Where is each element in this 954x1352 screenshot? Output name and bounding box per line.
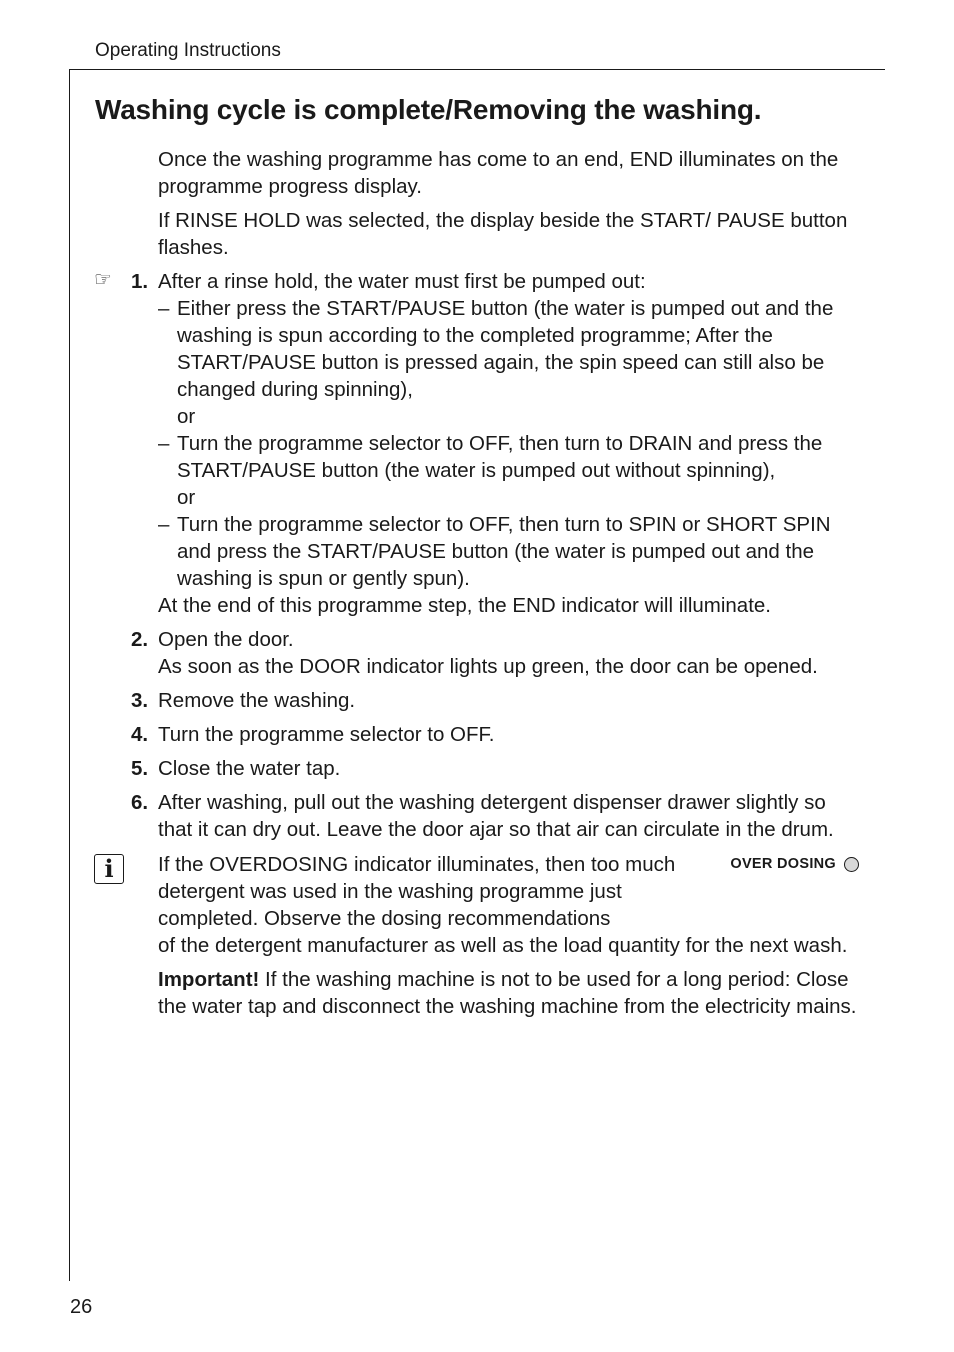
- page-title: Washing cycle is complete/Removing the washing.: [95, 94, 762, 125]
- step-number: 6.: [131, 791, 149, 814]
- option-item: [158, 295, 858, 430]
- page-number: 26: [70, 1296, 93, 1318]
- step-text: After a rinse hold, the water must first be pumped out:: [158, 270, 646, 293]
- important-note: [158, 966, 858, 1020]
- indicator-lamp-icon: [844, 857, 859, 872]
- step-6: [131, 789, 858, 843]
- section-label: Operating Instructions: [95, 40, 281, 61]
- step-2: [131, 626, 858, 680]
- step-1: [94, 268, 858, 619]
- step-number: 5.: [131, 757, 149, 780]
- option-text: Turn the programme selector to OFF, then turn to SPIN or SHORT SPIN and press the START/PAUSE button (the water is pumped out and the washing is spun or gently spun).: [177, 513, 831, 590]
- step-number: 3.: [131, 689, 149, 712]
- step-number: 2.: [131, 628, 149, 651]
- step-5: [131, 755, 858, 782]
- dash-bullet: –: [158, 432, 170, 455]
- step-text: Remove the washing.: [158, 689, 356, 712]
- step-text: After washing, pull out the washing detergent dispenser drawer slightly so that it can dry out. Leave the door ajar so that air can circulate in the drum.: [158, 791, 834, 841]
- step-number: 4.: [131, 723, 149, 746]
- info-text: If the OVERDOSING indicator illuminates, then too much detergent was used in the washing programme just completed. Observe the dosing recommendations: [158, 853, 676, 930]
- option-text: Turn the programme selector to OFF, then turn to DRAIN and press the START/PAUSE button (the water is pumped out without spinning),: [177, 432, 823, 482]
- dash-bullet: –: [158, 513, 170, 536]
- important-text: If the washing machine is not to be used for a long period: Close the water tap and disconnect the washing machine from the electricity mains.: [158, 968, 857, 1018]
- step-text: Open the door.: [158, 628, 294, 651]
- step-text: Close the water tap.: [158, 757, 341, 780]
- dash-bullet: –: [158, 297, 170, 320]
- step-text: Turn the programme selector to OFF.: [158, 723, 495, 746]
- overdosing-indicator: [730, 851, 859, 878]
- margin-rule: [69, 69, 70, 1281]
- option-text: Either press the START/PAUSE button (the water is pumped out and the washing is spun according to the completed programme; After the START/PAUSE button is pressed again, the spin speed can still also be changed during spinning),: [177, 297, 834, 401]
- step-4: [131, 721, 858, 748]
- header-rule: [69, 69, 885, 70]
- option-or: or: [177, 405, 196, 428]
- option-or: or: [177, 486, 196, 509]
- option-item: [158, 511, 858, 592]
- step-text: As soon as the DOOR indicator lights up green, the door can be opened.: [158, 655, 818, 678]
- info-icon: i: [94, 854, 124, 884]
- intro-paragraph: Once the washing programme has come to an end, END illuminates on the programme progress display.: [158, 148, 839, 198]
- important-label: Important!: [158, 968, 260, 991]
- content-body: [94, 146, 858, 1027]
- overdosing-label: OVER DOSING: [730, 856, 836, 872]
- intro-paragraph: If RINSE HOLD was selected, the display beside the START/ PAUSE button flashes.: [158, 209, 848, 259]
- pointing-hand-icon: ☞: [94, 269, 112, 291]
- info-text: of the detergent manufacturer as well as the load quantity for the next wash.: [158, 934, 848, 957]
- info-note: [104, 851, 858, 959]
- step-end-note: At the end of this programme step, the END indicator will illuminate.: [158, 594, 771, 617]
- step-number: 1.: [131, 270, 149, 293]
- option-item: [158, 430, 858, 511]
- step-3: [131, 687, 858, 714]
